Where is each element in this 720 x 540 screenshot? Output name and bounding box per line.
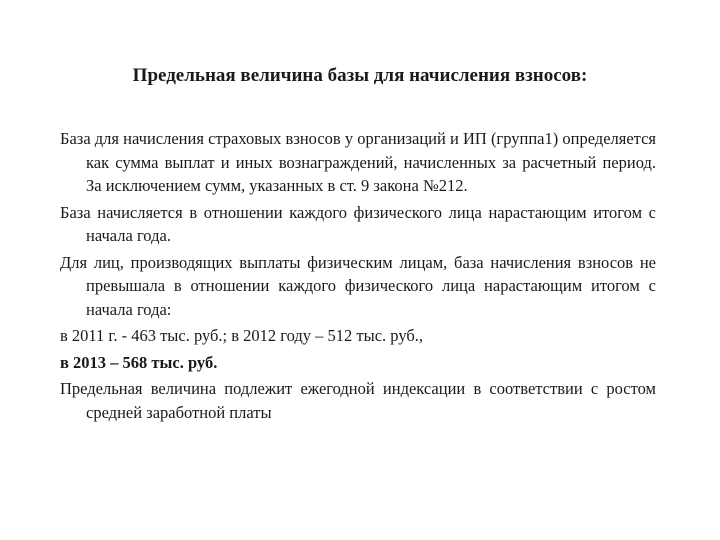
- paragraph-base-definition: База для начисления страховых взносов у организаций и ИП (группа1) определяется как сумма выплат и иных вознаграждений, начисленных за расчетный период. За исключением сумм, указанных в ст. 9 закона №212.: [60, 129, 656, 195]
- paragraph-base-accrual: База начисляется в отношении каждого физического лица нарастающим итогом с начала года.: [60, 202, 656, 245]
- slide-title: Предельная величина базы для начисления взносов:: [132, 65, 588, 86]
- paragraph-limit-2011-2012: в 2011 г. - 463 тыс. руб.; в 2012 году – 512 тыс. руб.,: [60, 326, 424, 345]
- paragraph-indexation: Предельная величина подлежит ежегодной индексации в соответствии с ростом средней заработной платы: [60, 379, 656, 422]
- slide-body: [60, 127, 656, 427]
- paragraph-limit-2013: в 2013 – 568 тыс. руб.: [60, 352, 218, 372]
- paragraph-limit-intro: Для лиц, производящих выплаты физическим лицам, база начисления взносов не превышала в отношении каждого физического лица нарастающим итогом с начала года:: [60, 252, 656, 319]
